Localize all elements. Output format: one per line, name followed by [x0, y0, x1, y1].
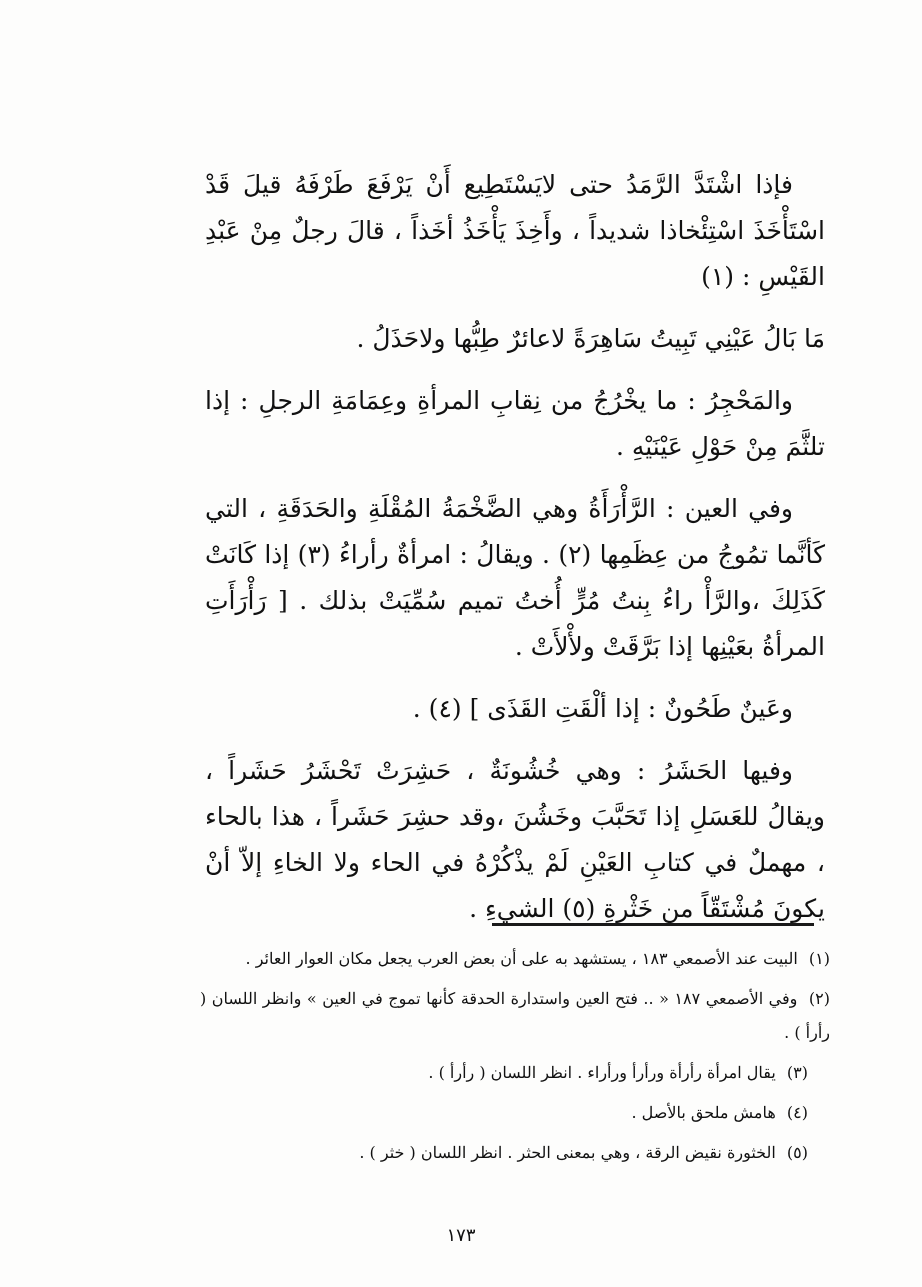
footnote-text: هامش ملحق بالأصل .: [631, 1103, 776, 1122]
footnote-2: [200, 982, 830, 1050]
footnote-1: [200, 942, 830, 976]
footnotes: [200, 942, 830, 1176]
footnote-number: (٤): [786, 1103, 808, 1122]
footnote-number: (٣): [786, 1063, 808, 1082]
paragraph-hashar: وفيها الحَشَرُ : وهي خُشُونَةٌ ، حَشِرَتْ تَحْشَرُ حَشَراً ، ويقالُ للعَسَلِ إذا تَحَبَّبَ وخَشُنَ ،وقد حشِرَ حَشَراً ، هذا بالحاء ، مهملٌ في كتابِ العَيْنِ لَمْ يذْكُرْهُ في الحاء ولا الخاءِ إلاّ أنْ يكونَ مُشْتَقّاً من خَثْرةِ (٥) الشيءِ .: [205, 756, 825, 923]
paragraph-mahjir: والمَحْجِرُ : ما يخْرُجُ من نِقابِ المرأةِ وعِمَامَةِ الرجلِ : إذا تلثَّمَ مِنْ حَوْلِ عَيْنَيْهِ .: [205, 386, 825, 461]
paragraph-ramad: فإذا اشْتَدَّ الرَّمَدُ حتى لايَسْتَطِيع أَنْ يَرْفَعَ طَرْفَهُ قيلَ قَدْ اسْتَأْخَذَ اسْتِئْخاذا شديداً ، وأَخِذَ يَأْخَذُ أخَذاً ، قالَ رجلٌ مِنْ عَبْدِ القَيْسِ : (١): [205, 170, 825, 291]
footnote-text: يقال امرأة رأرأة ورأرأ ورأراء . انظر اللسان ( رأرأ ) .: [428, 1063, 776, 1082]
footnote-text: الخثورة نقيض الرقة ، وهي بمعنى الحثر . انظر اللسان ( خثر ) .: [359, 1143, 776, 1162]
main-text: [205, 162, 825, 932]
page-number: ١٧٣: [446, 1225, 476, 1246]
footnote-5: [200, 1136, 830, 1170]
paragraph-tahun: وعَينٌ طَحُونٌ : إذا ألْقَتِ القَذَى ] (٤) .: [412, 694, 793, 723]
footnote-text: البيت عند الأصمعي ١٨٣ ، يستشهد به على أن بعض العرب يجعل مكان العوار العائر .: [245, 949, 798, 968]
footnote-divider: [492, 923, 814, 926]
footnote-3: [200, 1056, 830, 1090]
footnote-number: (٢): [808, 989, 831, 1008]
footnote-text: وفي الأصمعي ١٨٧ « .. فتح العين واستدارة الحدقة كأنها تموج في العين » وانظر اللسان ( رأرأ ) .: [200, 989, 830, 1042]
footnote-number: (١): [808, 949, 830, 968]
footnote-number: (٥): [786, 1143, 808, 1162]
footnote-4: [200, 1096, 830, 1130]
poetry-verse: مَا بَالُ عَيْنِي تَبِيتُ سَاهِرَةً لاعائرٌ طِبُّها ولاحَذَلُ .: [356, 324, 825, 353]
paragraph-raraa: وفي العين : الرَّأْرَأَةُ وهي الضَّخْمَةُ المُقْلَةِ والحَدَقَةِ ، التي كَأنَّما تمُوجُ من عِظَمِها (٢) . ويقالُ : امرأةٌ رأراءُ (٣) إذا كَانَتْ كَذَلِكَ ،والرَّأْ راءُ بِنتُ مُرٍّ أُختُ تميم سُمِّيَتْ بذلك . [ رَأْرَأَتِ المرأةُ بعَيْنِها إذا بَرَّقَتْ ولأْلأَتْ .: [205, 494, 825, 661]
